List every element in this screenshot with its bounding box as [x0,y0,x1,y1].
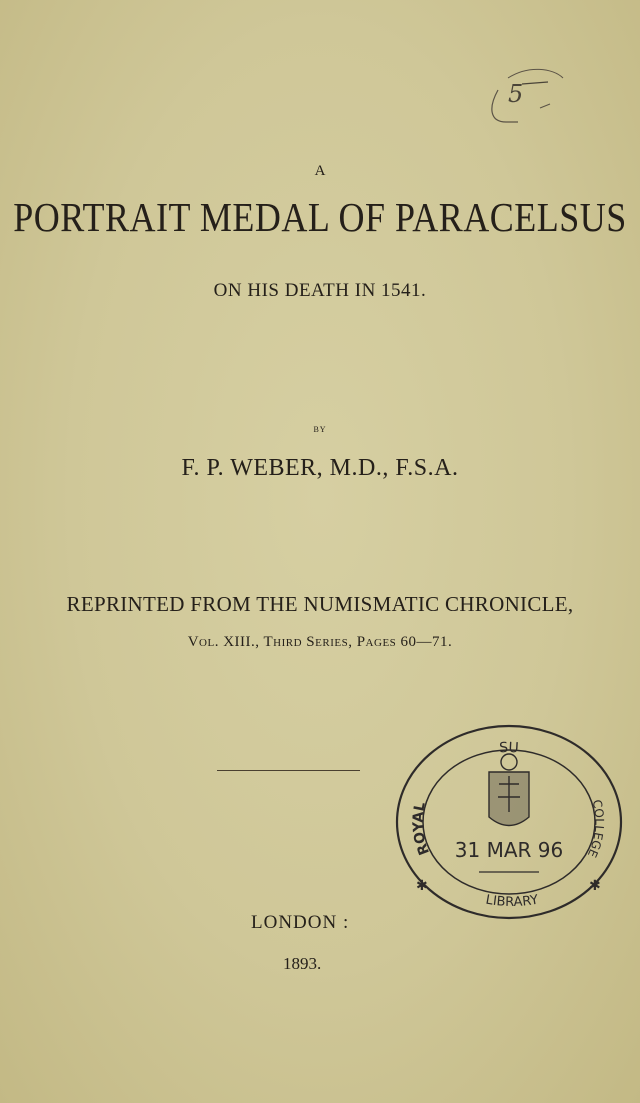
publication-year: 1893. [283,954,322,973]
volume-info: Vol. XIII., Third Series, Pages 60—71. [187,634,453,650]
handwritten-shelf-mark [478,60,568,130]
by-label: BY [313,425,327,434]
stamp-date: 31 MAR 96 [454,838,564,862]
page-title: PORTRAIT MEDAL OF PARACELSUS [13,194,627,240]
title-article: A [314,163,326,179]
star-icon: ✱ [416,878,428,894]
divider-rule [217,770,360,771]
library-stamp [394,722,624,922]
publication-place: LONDON : [251,912,350,933]
star-icon: ✱ [589,878,601,894]
stamp-top-text: SU [498,739,520,757]
reprint-source: REPRINTED FROM THE NUMISMATIC CHRONICLE, [66,592,574,616]
author-name: F. P. WEBER, M.D., F.S.A. [181,455,459,481]
stamp-bottom-text: LIBRARY [484,892,540,911]
stamp-right-text: COLLEGE [584,798,607,860]
subtitle: ON HIS DEATH IN 1541. [213,280,427,301]
stamp-left-text: ROYAL [410,800,433,858]
mark-digit: 5 [508,80,524,108]
crest-icon [489,754,529,826]
